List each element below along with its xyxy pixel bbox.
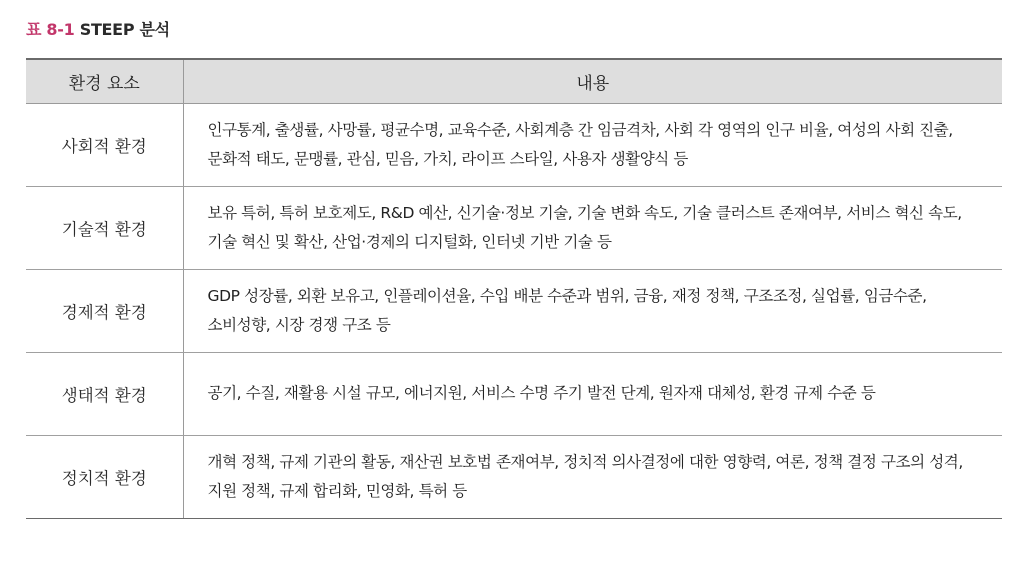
table-caption-label: 표 8-1 xyxy=(26,20,75,39)
table-header xyxy=(26,59,1002,103)
steep-table xyxy=(26,58,1002,519)
table-row-technological xyxy=(26,186,1002,269)
row-content: 개혁 정책, 규제 기관의 활동, 재산권 보호법 존재여부, 정치적 의사결정에 대한 영향력, 여론, 정책 결정 구조의 성격, 지원 정책, 규제 합리화, 민영화, 특허 등 xyxy=(183,435,1002,518)
row-category: 생태적 환경 xyxy=(26,352,183,435)
row-content: GDP 성장률, 외환 보유고, 인플레이션율, 수입 배분 수준과 범위, 금융, 재정 정책, 구조조정, 실업률, 임금수준, 소비성향, 시장 경쟁 구조 등 xyxy=(183,269,1002,352)
row-content: 인구통계, 출생률, 사망률, 평균수명, 교육수준, 사회계층 간 임금격차, 사회 각 영역의 인구 비율, 여성의 사회 진출, 문화적 태도, 문맹률, 관심, 믿음, 가치, 라이프 스타일, 사용자 생활양식 등 xyxy=(183,103,1002,186)
row-content: 공기, 수질, 재활용 시설 규모, 에너지원, 서비스 수명 주기 발전 단계, 원자재 대체성, 환경 규제 수준 등 xyxy=(183,352,1002,435)
table-row-social xyxy=(26,103,1002,186)
table-caption xyxy=(26,17,170,40)
row-content: 보유 특허, 특허 보호제도, R&D 예산, 신기술·정보 기술, 기술 변화 속도, 기술 클러스트 존재여부, 서비스 혁신 속도, 기술 혁신 및 확산, 산업·경제의 디지털화, 인터넷 기반 기술 등 xyxy=(183,186,1002,269)
table-caption-title: STEEP 분석 xyxy=(79,20,170,39)
header-category: 환경 요소 xyxy=(26,59,183,103)
row-category: 경제적 환경 xyxy=(26,269,183,352)
row-category: 정치적 환경 xyxy=(26,435,183,518)
table-row-ecological xyxy=(26,352,1002,435)
row-category: 기술적 환경 xyxy=(26,186,183,269)
table-row-economic xyxy=(26,269,1002,352)
header-content: 내용 xyxy=(183,59,1002,103)
table-body xyxy=(26,103,1002,518)
table-row-political xyxy=(26,435,1002,518)
row-category: 사회적 환경 xyxy=(26,103,183,186)
table-header-row xyxy=(26,59,1002,103)
